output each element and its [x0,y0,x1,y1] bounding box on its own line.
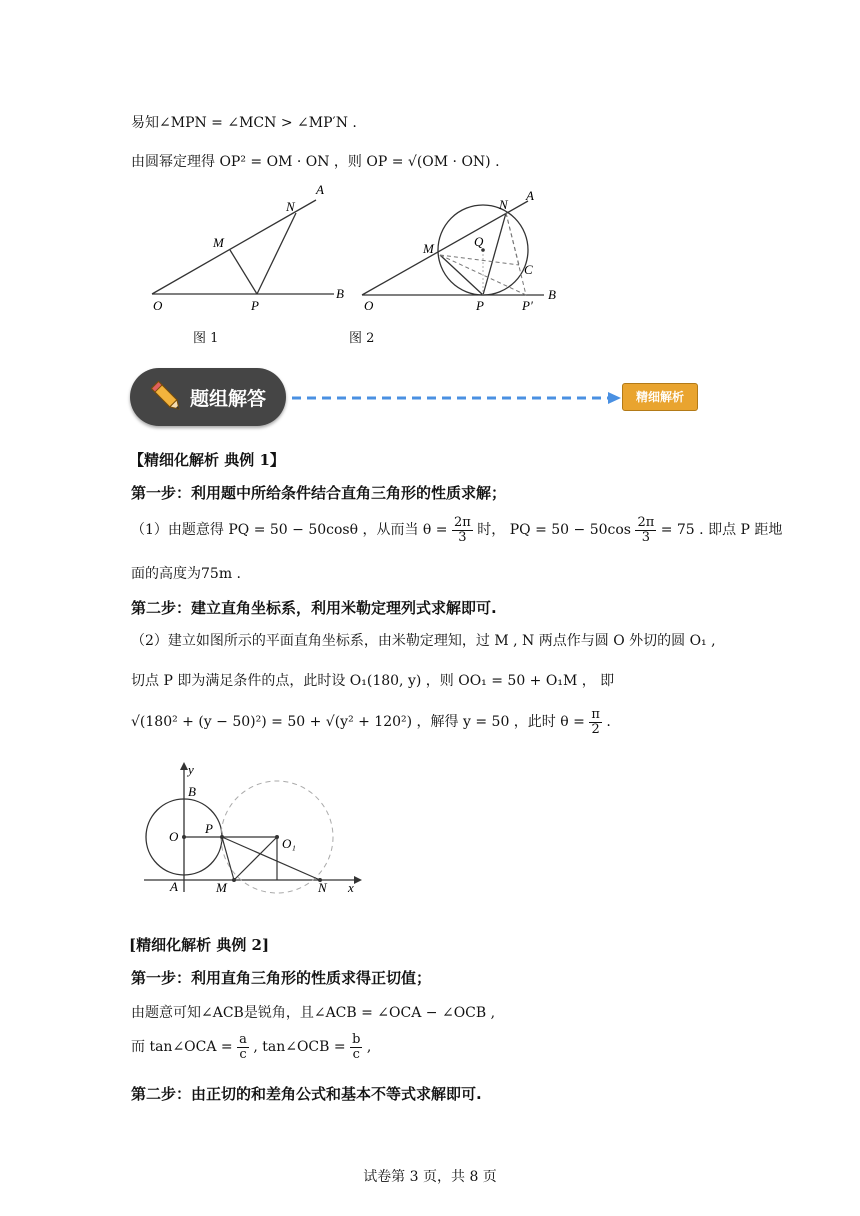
ex2-p2b: , tan∠OCB = [253,1039,351,1055]
fig1-label-N: N [286,199,295,214]
fig2-label-M: M [423,241,434,256]
ex2-step1: 第一步：利用直角三角形的性质求得正切值； [131,969,432,987]
fig1-line-OA [152,200,316,294]
detail-tag: 精细解析 [622,383,698,411]
fig2-label-A: A [526,188,534,203]
fig3-line-PM [222,837,234,880]
fig1-label-M: M [213,235,224,250]
pencil-icon [148,378,186,416]
fig3-label-M: M [216,880,227,895]
ex2-para1: 由题意可知∠ACB是锐角，且∠ACB = ∠OCA − ∠OCB , [131,1005,496,1021]
fraction-b-c: $\frac{b}{c}$ [352,1031,361,1062]
fig2-caption: 图 2 [349,331,375,346]
fraction-a-c: $\frac{a}{c}$ [239,1031,247,1062]
ex1-step1: 第一步：利用题中所给条件结合直角三角形的性质求解； [131,484,507,502]
figure-1 [140,182,360,312]
fig1-label-P: P [251,298,259,312]
fig1-label-O: O [153,298,163,312]
fig3-label-O: O [169,829,179,844]
ex1-p1c: = 75 . 即点 P 距地 [660,522,783,538]
fraction-theta: $\frac{2\pi}{3}$ [454,514,471,545]
ex2-p2c: , [366,1039,372,1055]
fig2-label-Pp: P′ [522,298,533,313]
fig3-label-A: A [170,879,178,894]
fig2-label-C: C [524,262,533,277]
figure-3 [140,760,365,895]
fig3-label-x: x [348,880,354,895]
fig3-label-y: y [188,762,194,777]
text-line-2: 由圆幂定理得 OP² = OM · ON ，则 OP = √(OM · ON) . [131,154,500,170]
fig3-label-P: P [205,821,213,836]
fig1-label-A: A [316,182,324,197]
ex2-heading: [精细化解析 典例 2] [129,936,270,954]
fig2-label-N: N [499,197,508,212]
fraction-cos: $\frac{2\pi}{3}$ [637,514,655,545]
fig2-line-MC [440,255,519,265]
fraction-pi-half: $\frac{\pi}{2}$ [591,706,600,737]
ex1-p1a: （1）由题意得 PQ = 50 − 50cosθ ，从而当 θ = [131,522,452,538]
ex1-heading: 【精细化解析 典例 1】 [129,451,285,469]
fig3-label-O1: O₁ [282,836,296,851]
ex1-para2a: （2）建立如图所示的平面直角坐标系，由米勒定理知，过 M , N 两点作与圆 O 外切的圆 O₁ , [131,633,716,649]
fig2-label-O: O [364,298,374,313]
fig3-label-N: N [318,880,327,895]
ex1-para1 [131,513,782,547]
fig2-line-NP [483,213,506,295]
fig1-caption: 图 1 [193,331,219,346]
fig1-label-B: B [336,286,344,301]
fig1-line-NP [257,213,296,294]
dashed-arrow [288,388,622,408]
ex1-para1-cont: 面的高度为75m . [131,566,241,582]
ex1-step2: 第二步：建立直角坐标系，利用米勒定理列式求解即可. [131,599,497,617]
text-line-1: 易知∠MPN = ∠MCN > ∠MP′N . [131,115,357,131]
fig2-label-P: P [476,298,484,313]
ex2-p2a: 而 tan∠OCA = [131,1039,238,1055]
ex1-p1b: 时， PQ = 50 − 50cos [477,522,636,538]
fig2-label-B: B [548,287,556,302]
badge-label: 题组解答 [190,388,267,410]
page-footer: 试卷第 3 页，共 8 页 [363,1169,497,1185]
ex1-p2d: . [606,714,611,730]
fig2-line-OA [362,201,528,295]
ex2-step2: 第二步：由正切的和差角公式和基本不等式求解即可. [131,1085,482,1103]
figure-2 [356,182,566,317]
fig1-line-MP [230,250,257,294]
ex1-para2c [131,705,611,739]
ex1-para2b: 切点 P 即为满足条件的点，此时设 O₁(180, y) ，则 OO₁ = 50 + O₁M ， 即 [131,673,615,689]
section-badge [130,368,286,426]
fig3-label-B: B [188,784,196,799]
fig2-label-Q: Q [474,234,484,249]
ex1-p2c: √(180² + (y − 50)²) = 50 + √(y² + 120²) ，解得 y = 50 ，此时 θ = [131,714,590,730]
ex2-para2 [131,1030,371,1064]
